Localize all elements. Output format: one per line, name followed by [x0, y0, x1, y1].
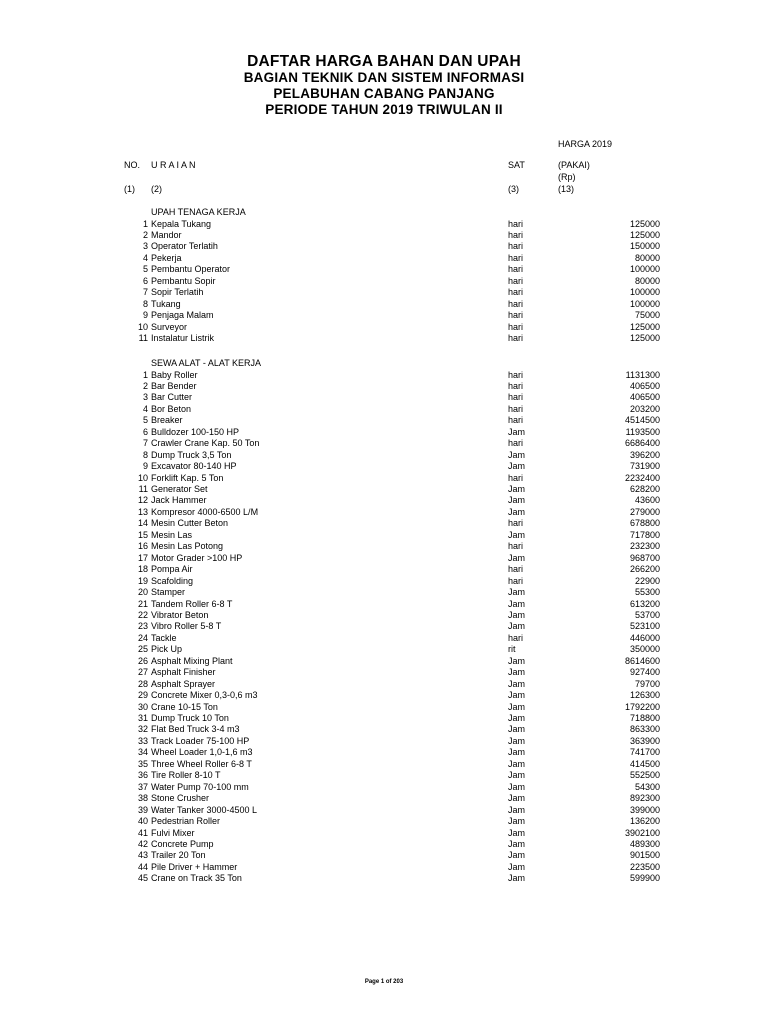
price: 43600 [634, 495, 660, 506]
item-name: Concrete Mixer 0,3-0,6 m3 [151, 690, 258, 701]
row-number: 24 [137, 632, 148, 643]
unit: Jam [508, 506, 526, 517]
price: 968700 [629, 552, 660, 563]
row-number: 31 [137, 713, 148, 723]
table-row [0, 599, 768, 611]
unit: hari [508, 229, 524, 240]
price: 363900 [629, 735, 660, 746]
price: 54300 [634, 781, 660, 792]
row-number: 45 [137, 873, 148, 884]
table-row [0, 839, 768, 851]
table-row [0, 564, 768, 576]
item-name: Operator Terlatih [151, 241, 218, 252]
item-name: Jack Hammer [151, 495, 207, 506]
row-number: 37 [137, 781, 148, 792]
item-name: Pembantu Operator [151, 264, 231, 275]
table-row [0, 850, 768, 862]
table-row [0, 656, 768, 668]
row-number: 6 [142, 275, 148, 286]
unit: hari [508, 218, 524, 229]
item-name: Dump Truck 10 Ton [151, 713, 229, 723]
price: 927400 [629, 667, 660, 678]
unit: hari [508, 264, 524, 275]
unit: Jam [508, 461, 526, 472]
table-row [0, 610, 768, 622]
price: 717800 [629, 529, 660, 540]
row-number: 43 [137, 850, 148, 861]
item-name: Crawler Crane Kap. 50 Ton [151, 438, 260, 449]
item-name: Asphalt Sprayer [151, 678, 216, 689]
document-subtitle-branch: PELABUHAN CABANG PANJANG [273, 86, 495, 101]
table-row [0, 484, 768, 496]
unit: Jam [508, 426, 526, 437]
table-row [0, 370, 768, 382]
price: 599900 [629, 873, 660, 884]
table-row [0, 404, 768, 416]
document-subtitle-department: BAGIAN TEKNIK DAN SISTEM INFORMASI [243, 70, 525, 85]
unit: Jam [508, 621, 526, 632]
section-title: SEWA ALAT - ALAT KERJA [151, 358, 262, 368]
row-number: 33 [137, 735, 148, 746]
unit: Jam [508, 495, 526, 506]
price: 552500 [629, 770, 660, 781]
header-harga: HARGA 2019 [558, 139, 613, 149]
item-name: Bar Cutter [151, 392, 193, 403]
item-name: Fulvi Mixer [151, 827, 195, 838]
row-number: 8 [142, 298, 148, 309]
row-number: 7 [142, 287, 148, 298]
unit: Jam [508, 816, 526, 827]
price: 232300 [629, 541, 660, 552]
price: 3902100 [624, 827, 660, 838]
header-no: NO. [124, 160, 141, 170]
table-row [0, 770, 768, 782]
table-row [0, 805, 768, 817]
item-name: Tandem Roller 6-8 T [151, 598, 233, 609]
row-number: 40 [137, 816, 148, 827]
item-name: Water Pump 70-100 mm [151, 781, 249, 792]
price: 4514500 [624, 415, 660, 426]
item-name: Flat Bed Truck 3-4 m3 [151, 724, 240, 735]
row-number: 25 [137, 644, 148, 655]
item-name: Pedestrian Roller [151, 816, 221, 827]
item-name: Pile Driver + Hammer [151, 861, 238, 872]
price: 523100 [629, 621, 660, 632]
table-row [0, 264, 768, 276]
item-name: Pekerja [151, 252, 182, 263]
row-number: 8 [142, 449, 148, 460]
unit: Jam [508, 838, 526, 849]
item-name: Water Tanker 3000-4500 L [151, 804, 258, 815]
item-name: Generator Set [151, 484, 208, 494]
price: 731900 [629, 461, 660, 472]
table-row [0, 438, 768, 450]
item-name: Tukang [151, 298, 181, 309]
item-name: Kompresor 4000-6500 L/M [151, 506, 259, 517]
row-number: 27 [137, 667, 148, 678]
item-name: Vibrator Beton [151, 609, 209, 620]
item-name: Stamper [151, 587, 186, 598]
table-row [0, 322, 768, 334]
row-number: 10 [137, 321, 148, 332]
item-name: Pembantu Sopir [151, 275, 216, 286]
row-number: 1 [142, 369, 148, 380]
table-row [0, 461, 768, 473]
item-name: Wheel Loader 1,0-1,6 m3 [151, 747, 253, 758]
unit: Jam [508, 667, 526, 678]
price: 1131300 [625, 369, 660, 380]
price: 414500 [629, 758, 660, 769]
header-rp: (Rp) [558, 172, 576, 182]
item-name: Bor Beton [151, 403, 192, 414]
price: 892300 [629, 793, 660, 804]
row-number: 16 [137, 541, 148, 552]
price: 266200 [629, 564, 660, 575]
price: 125000 [629, 229, 660, 240]
table-row [0, 333, 768, 345]
row-number: 14 [137, 518, 148, 529]
row-number: 30 [137, 701, 148, 712]
price: 396200 [629, 449, 660, 460]
price: 22900 [634, 575, 660, 586]
row-number: 26 [137, 655, 148, 666]
section-title: UPAH TENAGA KERJA [151, 207, 246, 217]
row-number: 11 [138, 333, 148, 343]
unit: Jam [508, 701, 526, 712]
row-number: 4 [142, 403, 148, 414]
table-row [0, 507, 768, 519]
row-number: 32 [137, 724, 148, 735]
row-number: 22 [137, 609, 148, 620]
price: 901500 [629, 850, 660, 861]
row-number: 10 [137, 472, 148, 483]
unit: hari [508, 275, 524, 286]
unit: hari [508, 632, 524, 643]
unit: hari [508, 333, 524, 343]
price: 79700 [634, 678, 660, 689]
item-name: Breaker [151, 415, 183, 426]
item-name: Concrete Pump [151, 838, 214, 849]
price: 613200 [629, 598, 660, 609]
unit: hari [508, 310, 524, 321]
row-number: 17 [137, 552, 148, 563]
unit: hari [508, 415, 524, 426]
row-number: 2 [142, 229, 148, 240]
row-number: 21 [137, 598, 148, 609]
item-name: Penjaga Malam [151, 310, 214, 321]
table-row [0, 219, 768, 231]
row-number: 5 [142, 264, 148, 275]
unit: hari [508, 369, 524, 380]
unit: Jam [508, 873, 526, 884]
table-row [0, 621, 768, 633]
item-name: Baby Roller [151, 369, 198, 380]
header-col-2: (2) [151, 184, 162, 194]
row-number: 44 [137, 861, 148, 872]
unit: Jam [508, 793, 526, 804]
row-number: 13 [137, 506, 148, 517]
row-number: 23 [137, 621, 148, 632]
price: 628200 [629, 484, 660, 494]
row-number: 9 [142, 461, 148, 472]
table-row [0, 633, 768, 645]
unit: hari [508, 518, 524, 529]
item-name: Scafolding [151, 575, 194, 586]
item-name: Mesin Las Potong [151, 541, 224, 552]
table-row [0, 873, 768, 885]
table-row [0, 644, 768, 656]
item-name: Mesin Las [151, 529, 193, 540]
table-row [0, 310, 768, 322]
price: 279000 [629, 506, 660, 517]
price: 6686400 [624, 438, 660, 449]
unit: hari [508, 564, 524, 575]
document-subtitle-period: PERIODE TAHUN 2019 TRIWULAN II [265, 102, 503, 117]
item-name: Trailer 20 Ton [151, 850, 206, 861]
table-row [0, 392, 768, 404]
table-row [0, 747, 768, 759]
header-col-13: (13) [558, 184, 575, 194]
price: 126300 [629, 690, 660, 701]
unit: Jam [508, 735, 526, 746]
unit: Jam [508, 598, 526, 609]
header-uraian: U R A I A N [151, 160, 196, 170]
item-name: Motor Grader >100 HP [151, 552, 243, 563]
item-name: Surveyor [151, 321, 188, 332]
document-title-block [0, 54, 768, 118]
row-number: 6 [142, 426, 148, 437]
header-col-1: (1) [124, 184, 135, 194]
unit: Jam [508, 724, 526, 735]
table-row [0, 427, 768, 439]
price: 863300 [629, 724, 660, 735]
unit: Jam [508, 770, 526, 781]
table-row [0, 541, 768, 553]
header-pakai: (PAKAI) [558, 160, 590, 170]
unit: Jam [508, 529, 526, 540]
row-number: 7 [142, 438, 148, 449]
unit: Jam [508, 587, 526, 598]
row-number: 41 [137, 827, 148, 838]
price: 1792200 [624, 701, 660, 712]
table-row [0, 230, 768, 242]
item-name: Dump Truck 3,5 Ton [151, 449, 232, 460]
table-row [0, 576, 768, 588]
table-row [0, 690, 768, 702]
item-name: Excavator 80-140 HP [151, 461, 237, 472]
item-name: Tackle [151, 632, 177, 643]
item-name: Asphalt Finisher [151, 667, 216, 678]
price: 406500 [629, 380, 660, 391]
unit: Jam [508, 758, 526, 769]
row-number: 1 [142, 218, 148, 229]
price: 100000 [629, 298, 660, 309]
table-row [0, 473, 768, 485]
unit: rit [508, 644, 516, 655]
unit: Jam [508, 690, 526, 701]
price: 8614600 [624, 655, 660, 666]
row-number: 35 [137, 758, 148, 769]
unit: Jam [508, 827, 526, 838]
header-col-3: (3) [508, 184, 519, 194]
price: 399000 [629, 804, 660, 815]
row-number: 19 [137, 575, 148, 586]
table-row [0, 736, 768, 748]
table-row [0, 415, 768, 427]
table-row [0, 381, 768, 393]
item-name: Three Wheel Roller 6-8 T [151, 758, 252, 769]
unit: Jam [508, 861, 526, 872]
table-row [0, 276, 768, 288]
table-row [0, 450, 768, 462]
price: 741700 [629, 747, 660, 758]
unit: hari [508, 252, 524, 263]
page-footer: Page 1 of 203 [364, 979, 404, 985]
price: 203200 [629, 403, 660, 414]
table-row [0, 241, 768, 253]
row-number: 18 [137, 564, 148, 575]
price: 125000 [629, 218, 660, 229]
unit: Jam [508, 552, 526, 563]
price: 80000 [634, 252, 660, 263]
price: 406500 [629, 392, 660, 403]
item-name: Forklift Kap. 5 Ton [151, 472, 224, 483]
item-name: Instalatur Listrik [151, 333, 215, 343]
table-row [0, 667, 768, 679]
price: 55300 [634, 587, 660, 598]
item-name: Sopir Terlatih [151, 287, 204, 298]
price: 125000 [629, 321, 660, 332]
unit: Jam [508, 449, 526, 460]
item-name: Stone Crusher [151, 793, 210, 804]
unit: Jam [508, 609, 526, 620]
price: 150000 [629, 241, 660, 252]
unit: hari [508, 541, 524, 552]
item-name: Pompa Air [151, 564, 193, 575]
price: 125000 [629, 333, 660, 343]
unit: Jam [508, 781, 526, 792]
price: 75000 [634, 310, 660, 321]
row-number: 11 [138, 484, 148, 494]
row-number: 34 [137, 747, 148, 758]
document-title: DAFTAR HARGA BAHAN DAN UPAH [247, 53, 521, 70]
table-row [0, 495, 768, 507]
row-number: 39 [137, 804, 148, 815]
unit: hari [508, 241, 524, 252]
table-row [0, 713, 768, 725]
header-sat: SAT [508, 160, 525, 170]
table-row [0, 253, 768, 265]
row-number: 42 [137, 838, 148, 849]
unit: Jam [508, 850, 526, 861]
item-name: Kepala Tukang [151, 218, 212, 229]
item-name: Mesin Cutter Beton [151, 518, 229, 529]
table-row [0, 299, 768, 311]
price: 53700 [634, 609, 660, 620]
table-row [0, 828, 768, 840]
row-number: 3 [142, 392, 148, 403]
item-name: Vibro Roller 5-8 T [151, 621, 222, 632]
price: 80000 [634, 275, 660, 286]
item-name: Bar Bender [151, 380, 197, 391]
row-number: 38 [137, 793, 148, 804]
table-row [0, 793, 768, 805]
price: 350000 [629, 644, 660, 655]
unit: hari [508, 438, 524, 449]
unit: Jam [508, 713, 526, 723]
unit: Jam [508, 655, 526, 666]
table-row [0, 782, 768, 794]
price: 223500 [629, 861, 660, 872]
unit: Jam [508, 747, 526, 758]
price: 1193500 [625, 426, 660, 437]
table-row [0, 679, 768, 691]
table-row [0, 724, 768, 736]
price: 446000 [629, 632, 660, 643]
price: 489300 [629, 838, 660, 849]
item-name: Crane 10-15 Ton [151, 701, 218, 712]
row-number: 4 [142, 252, 148, 263]
price: 718800 [629, 713, 660, 723]
table-row [0, 816, 768, 828]
row-number: 5 [142, 415, 148, 426]
unit: hari [508, 287, 524, 298]
unit: hari [508, 472, 524, 483]
table-row [0, 518, 768, 530]
table-row [0, 553, 768, 565]
table-row [0, 759, 768, 771]
table-row [0, 862, 768, 874]
item-name: Track Loader 75-100 HP [151, 735, 250, 746]
row-number: 29 [137, 690, 148, 701]
row-number: 36 [137, 770, 148, 781]
row-number: 28 [137, 678, 148, 689]
row-number: 9 [142, 310, 148, 321]
table-row [0, 702, 768, 714]
unit: hari [508, 403, 524, 414]
row-number: 12 [137, 495, 148, 506]
unit: hari [508, 392, 524, 403]
item-name: Mandor [151, 229, 182, 240]
row-number: 3 [142, 241, 148, 252]
price: 100000 [629, 264, 660, 275]
row-number: 15 [137, 529, 148, 540]
unit: hari [508, 298, 524, 309]
row-number: 2 [142, 380, 148, 391]
unit: Jam [508, 804, 526, 815]
price: 100000 [629, 287, 660, 298]
table-row [0, 530, 768, 542]
table-row [0, 587, 768, 599]
unit: hari [508, 380, 524, 391]
item-name: Pick Up [151, 644, 183, 655]
unit: Jam [508, 678, 526, 689]
item-name: Tire Roller 8-10 T [151, 770, 221, 781]
unit: hari [508, 575, 524, 586]
unit: Jam [508, 484, 526, 494]
price: 136200 [629, 816, 660, 827]
unit: hari [508, 321, 524, 332]
table-row [0, 287, 768, 299]
row-number: 20 [137, 587, 148, 598]
item-name: Asphalt Mixing Plant [151, 655, 233, 666]
item-name: Bulldozer 100-150 HP [151, 426, 240, 437]
item-name: Crane on Track 35 Ton [151, 873, 242, 884]
price: 678800 [629, 518, 660, 529]
price: 2232400 [624, 472, 660, 483]
